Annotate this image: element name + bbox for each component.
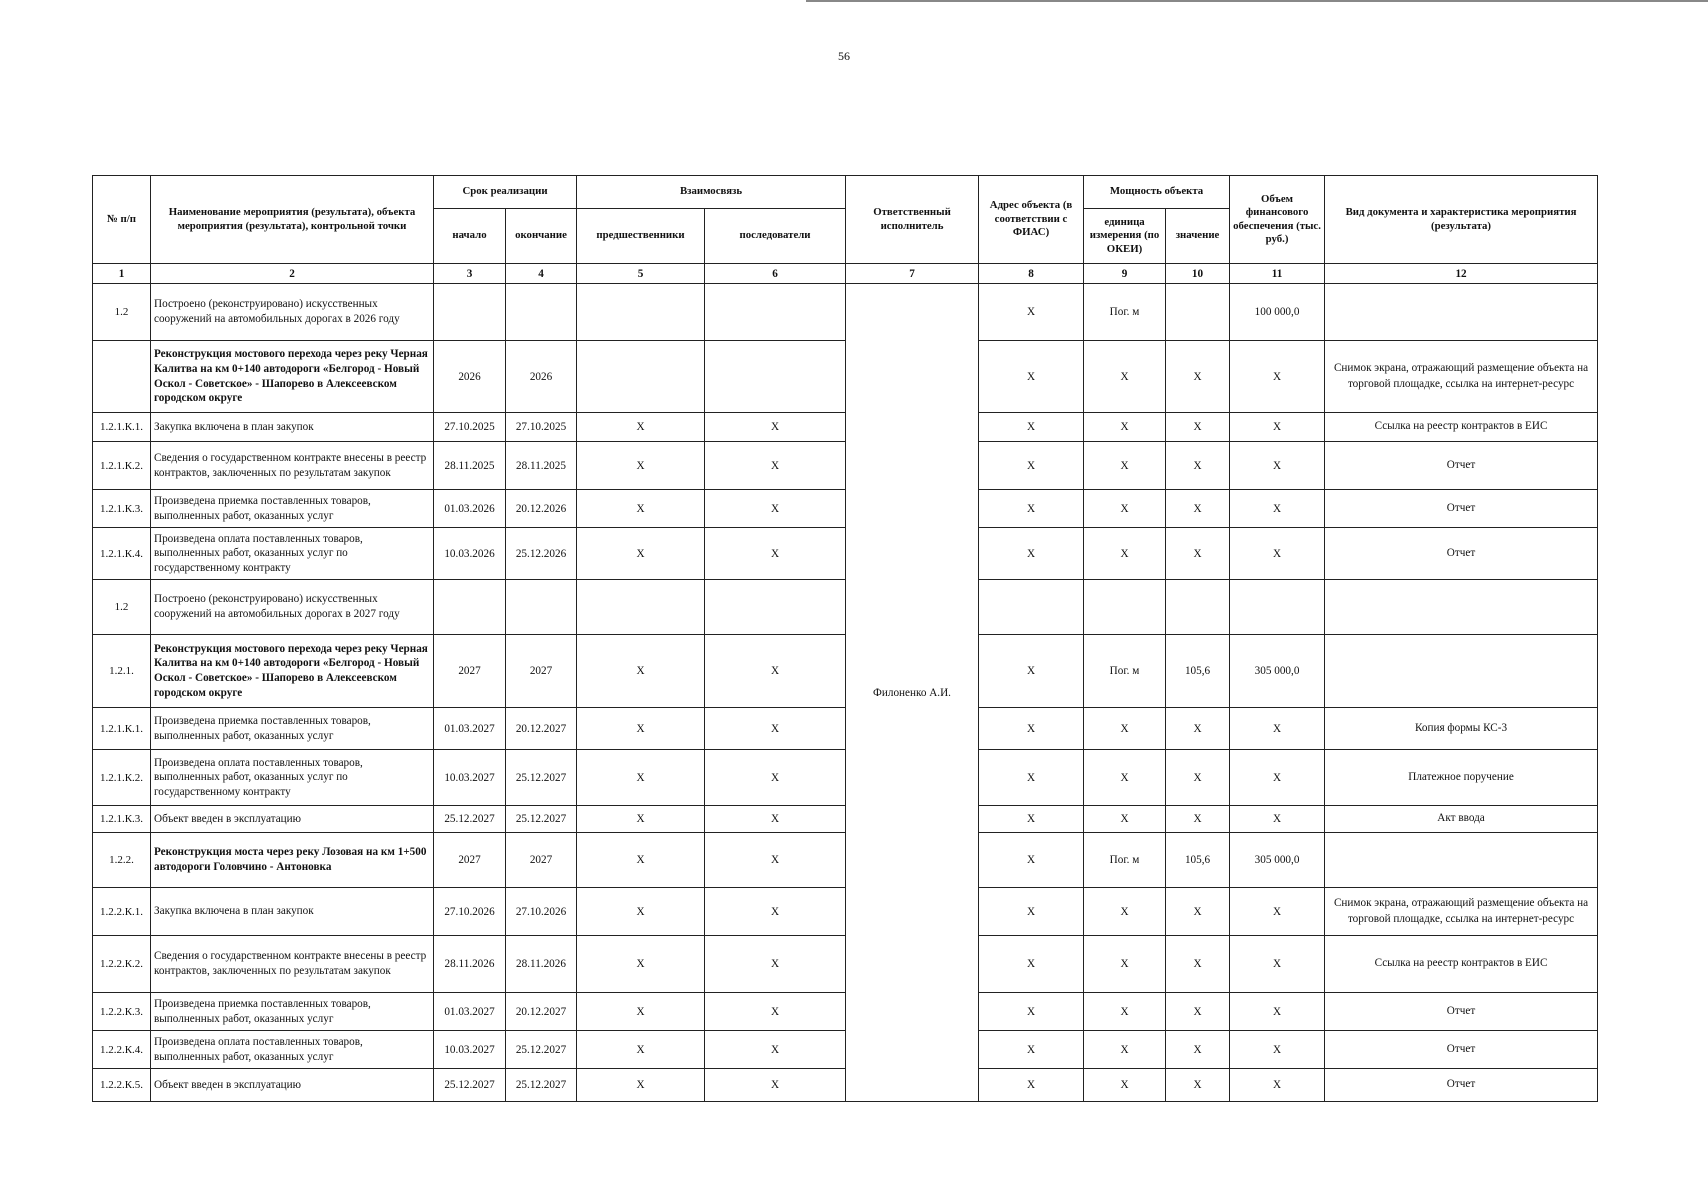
row-name: Произведена приемка поставленных товаров, выполненных работ, оказанных услуг	[151, 708, 434, 750]
row-unit: Х	[1084, 1069, 1166, 1102]
row-doc: Снимок экрана, отражающий размещение объекта на торговой площадке, ссылка на интернет-ресурс	[1325, 888, 1598, 936]
row-value: Х	[1166, 936, 1230, 993]
table-row	[93, 936, 1598, 993]
row-succ: Х	[705, 936, 846, 993]
row-succ: Х	[705, 528, 846, 580]
header-name: Наименование мероприятия (результата), объекта мероприятия (результата), контрольной точки	[151, 176, 434, 264]
row-start	[434, 284, 506, 341]
row-succ: Х	[705, 635, 846, 708]
row-pred: Х	[577, 528, 705, 580]
header-unit: единица измерения (по ОКЕИ)	[1084, 209, 1166, 264]
row-funding: 305 000,0	[1230, 833, 1325, 888]
row-start: 27.10.2025	[434, 413, 506, 442]
row-succ: Х	[705, 993, 846, 1031]
row-end: 25.12.2027	[506, 1069, 577, 1102]
table-row	[93, 750, 1598, 806]
row-doc: Снимок экрана, отражающий размещение объекта на торговой площадке, ссылка на интернет-ресурс	[1325, 341, 1598, 413]
row-funding: Х	[1230, 413, 1325, 442]
row-end: 27.10.2025	[506, 413, 577, 442]
row-funding: Х	[1230, 708, 1325, 750]
row-unit: Х	[1084, 750, 1166, 806]
row-succ: Х	[705, 1031, 846, 1069]
row-number: 1.2.1.К.2.	[93, 750, 151, 806]
row-address: Х	[979, 888, 1084, 936]
col-number: 9	[1084, 264, 1166, 284]
row-name: Реконструкция моста через реку Лозовая на км 1+500 автодороги Головчино - Антоновка	[151, 833, 434, 888]
row-number: 1.2.2.	[93, 833, 151, 888]
row-start: 28.11.2025	[434, 442, 506, 490]
row-funding: Х	[1230, 442, 1325, 490]
row-name: Сведения о государственном контракте внесены в реестр контрактов, заключенных по результатам закупок	[151, 442, 434, 490]
row-value: Х	[1166, 490, 1230, 528]
row-pred: Х	[577, 888, 705, 936]
row-doc: Отчет	[1325, 1069, 1598, 1102]
row-start: 2027	[434, 833, 506, 888]
header-succ: последователи	[705, 209, 846, 264]
table-row	[93, 580, 1598, 635]
table-row	[93, 1031, 1598, 1069]
row-address: Х	[979, 750, 1084, 806]
row-end: 28.11.2025	[506, 442, 577, 490]
row-end: 2027	[506, 833, 577, 888]
row-name: Произведена приемка поставленных товаров, выполненных работ, оказанных услуг	[151, 993, 434, 1031]
table-row	[93, 490, 1598, 528]
row-funding: Х	[1230, 750, 1325, 806]
row-value: Х	[1166, 1069, 1230, 1102]
row-pred	[577, 341, 705, 413]
table-row	[93, 1069, 1598, 1102]
row-pred: Х	[577, 993, 705, 1031]
row-funding: Х	[1230, 888, 1325, 936]
row-funding: Х	[1230, 806, 1325, 833]
row-value: Х	[1166, 750, 1230, 806]
row-address: Х	[979, 442, 1084, 490]
header-doc: Вид документа и характеристика мероприятия (результата)	[1325, 176, 1598, 264]
row-pred	[577, 580, 705, 635]
row-pred: Х	[577, 936, 705, 993]
row-unit: Х	[1084, 490, 1166, 528]
row-unit: Х	[1084, 341, 1166, 413]
row-name: Построено (реконструировано) искусственных сооружений на автомобильных дорогах в 2026 году	[151, 284, 434, 341]
row-pred: Х	[577, 635, 705, 708]
row-doc: Копия формы КС-3	[1325, 708, 1598, 750]
row-name: Произведена оплата поставленных товаров, выполненных работ, оказанных услуг по государственному контракту	[151, 528, 434, 580]
row-number: 1.2.1.К.2.	[93, 442, 151, 490]
row-unit: Х	[1084, 413, 1166, 442]
row-number: 1.2.2.К.4.	[93, 1031, 151, 1069]
row-value: Х	[1166, 341, 1230, 413]
row-doc: Отчет	[1325, 528, 1598, 580]
row-unit: Х	[1084, 1031, 1166, 1069]
row-end: 25.12.2027	[506, 750, 577, 806]
row-unit: Пог. м	[1084, 284, 1166, 341]
row-pred: Х	[577, 708, 705, 750]
row-name: Сведения о государственном контракте внесены в реестр контрактов, заключенных по результатам закупок	[151, 936, 434, 993]
row-funding: 100 000,0	[1230, 284, 1325, 341]
row-number: 1.2.1.	[93, 635, 151, 708]
row-address: Х	[979, 490, 1084, 528]
row-start: 10.03.2027	[434, 750, 506, 806]
table-row	[93, 888, 1598, 936]
row-number	[93, 341, 151, 413]
row-start	[434, 580, 506, 635]
table-row	[93, 528, 1598, 580]
row-end: 25.12.2027	[506, 806, 577, 833]
row-address: Х	[979, 341, 1084, 413]
row-end: 20.12.2027	[506, 708, 577, 750]
row-end: 28.11.2026	[506, 936, 577, 993]
row-start: 2026	[434, 341, 506, 413]
row-address: Х	[979, 833, 1084, 888]
row-start: 01.03.2027	[434, 993, 506, 1031]
table-row	[93, 635, 1598, 708]
row-funding: Х	[1230, 490, 1325, 528]
implementation-plan-table	[92, 175, 1598, 1102]
row-end: 27.10.2026	[506, 888, 577, 936]
row-number: 1.2.1.К.4.	[93, 528, 151, 580]
row-succ: Х	[705, 833, 846, 888]
row-name: Произведена приемка поставленных товаров, выполненных работ, оказанных услуг	[151, 490, 434, 528]
row-unit: Х	[1084, 993, 1166, 1031]
col-number: 1	[93, 264, 151, 284]
row-end: 2027	[506, 635, 577, 708]
row-number: 1.2.1.К.1.	[93, 413, 151, 442]
row-end: 2026	[506, 341, 577, 413]
row-start: 25.12.2027	[434, 806, 506, 833]
header-value: значение	[1166, 209, 1230, 264]
table-row	[93, 284, 1598, 341]
table-row	[93, 708, 1598, 750]
row-address: Х	[979, 806, 1084, 833]
row-address	[979, 580, 1084, 635]
row-number: 1.2.2.К.5.	[93, 1069, 151, 1102]
row-funding: Х	[1230, 1031, 1325, 1069]
row-start: 01.03.2027	[434, 708, 506, 750]
row-pred: Х	[577, 490, 705, 528]
row-funding: Х	[1230, 936, 1325, 993]
table-row	[93, 442, 1598, 490]
header-num: № п/п	[93, 176, 151, 264]
row-pred: Х	[577, 1069, 705, 1102]
row-unit: Х	[1084, 708, 1166, 750]
row-succ: Х	[705, 413, 846, 442]
top-scan-line	[806, 0, 1708, 2]
row-address: Х	[979, 284, 1084, 341]
header-responsible: Ответственный исполнитель	[846, 176, 979, 264]
row-name: Произведена оплата поставленных товаров, выполненных работ, оказанных услуг	[151, 1031, 434, 1069]
row-address: Х	[979, 1069, 1084, 1102]
row-doc	[1325, 580, 1598, 635]
row-doc	[1325, 284, 1598, 341]
row-unit: Пог. м	[1084, 833, 1166, 888]
row-succ: Х	[705, 490, 846, 528]
row-pred: Х	[577, 833, 705, 888]
row-address: Х	[979, 936, 1084, 993]
row-pred: Х	[577, 442, 705, 490]
row-doc	[1325, 833, 1598, 888]
row-value: 105,6	[1166, 635, 1230, 708]
row-address: Х	[979, 528, 1084, 580]
header-capacity: Мощность объекта	[1084, 176, 1230, 209]
row-name: Реконструкция мостового перехода через реку Черная Калитва на км 0+140 автодороги «Белгород - Новый Оскол - Советское» - Шапорево в Алексеевском городском округе	[151, 341, 434, 413]
header-end: окончание	[506, 209, 577, 264]
row-unit: Пог. м	[1084, 635, 1166, 708]
row-succ	[705, 341, 846, 413]
row-value: Х	[1166, 528, 1230, 580]
row-funding: Х	[1230, 528, 1325, 580]
row-doc: Отчет	[1325, 490, 1598, 528]
row-succ: Х	[705, 806, 846, 833]
row-value: Х	[1166, 993, 1230, 1031]
header-link: Взаимосвязь	[577, 176, 846, 209]
row-funding: 305 000,0	[1230, 635, 1325, 708]
row-end: 20.12.2026	[506, 490, 577, 528]
header-start: начало	[434, 209, 506, 264]
row-pred: Х	[577, 1031, 705, 1069]
responsible-person: Филоненко А.И.	[846, 284, 979, 1102]
row-name: Объект введен в эксплуатацию	[151, 1069, 434, 1102]
row-start: 10.03.2027	[434, 1031, 506, 1069]
row-number: 1.2	[93, 580, 151, 635]
row-succ	[705, 580, 846, 635]
row-unit: Х	[1084, 442, 1166, 490]
row-start: 10.03.2026	[434, 528, 506, 580]
row-end: 25.12.2026	[506, 528, 577, 580]
row-value	[1166, 580, 1230, 635]
col-number: 3	[434, 264, 506, 284]
row-number: 1.2.1.К.3.	[93, 806, 151, 833]
col-number: 6	[705, 264, 846, 284]
header-pred: предшественники	[577, 209, 705, 264]
row-address: Х	[979, 635, 1084, 708]
row-name: Закупка включена в план закупок	[151, 413, 434, 442]
row-succ: Х	[705, 888, 846, 936]
row-value: Х	[1166, 708, 1230, 750]
header-funding: Объем финансового обеспечения (тыс. руб.)	[1230, 176, 1325, 264]
row-succ	[705, 284, 846, 341]
row-unit: Х	[1084, 888, 1166, 936]
row-unit: Х	[1084, 936, 1166, 993]
col-number: 5	[577, 264, 705, 284]
row-funding: Х	[1230, 993, 1325, 1031]
row-number: 1.2.2.К.3.	[93, 993, 151, 1031]
row-doc: Платежное поручение	[1325, 750, 1598, 806]
row-start: 27.10.2026	[434, 888, 506, 936]
table-row	[93, 993, 1598, 1031]
row-value: Х	[1166, 806, 1230, 833]
row-pred: Х	[577, 806, 705, 833]
row-doc: Ссылка на реестр контрактов в ЕИС	[1325, 936, 1598, 993]
row-funding: Х	[1230, 341, 1325, 413]
row-name: Реконструкция мостового перехода через реку Черная Калитва на км 0+140 автодороги «Белгород - Новый Оскол - Советское» - Шапорево в Алексеевском городском округе	[151, 635, 434, 708]
row-succ: Х	[705, 708, 846, 750]
row-value	[1166, 284, 1230, 341]
row-funding	[1230, 580, 1325, 635]
row-doc: Отчет	[1325, 442, 1598, 490]
row-name: Закупка включена в план закупок	[151, 888, 434, 936]
row-name: Произведена оплата поставленных товаров, выполненных работ, оказанных услуг по государственному контракту	[151, 750, 434, 806]
row-succ: Х	[705, 442, 846, 490]
row-address: Х	[979, 1031, 1084, 1069]
row-value: Х	[1166, 442, 1230, 490]
row-doc	[1325, 635, 1598, 708]
row-start: 2027	[434, 635, 506, 708]
col-number: 8	[979, 264, 1084, 284]
col-number: 12	[1325, 264, 1598, 284]
row-end	[506, 580, 577, 635]
table-row	[93, 833, 1598, 888]
row-succ: Х	[705, 1069, 846, 1102]
row-start: 28.11.2026	[434, 936, 506, 993]
row-unit: Х	[1084, 806, 1166, 833]
row-pred: Х	[577, 750, 705, 806]
row-doc: Ссылка на реестр контрактов в ЕИС	[1325, 413, 1598, 442]
row-pred	[577, 284, 705, 341]
row-unit	[1084, 580, 1166, 635]
row-value: Х	[1166, 413, 1230, 442]
col-number: 11	[1230, 264, 1325, 284]
row-number: 1.2.2.К.1.	[93, 888, 151, 936]
row-start: 25.12.2027	[434, 1069, 506, 1102]
row-address: Х	[979, 993, 1084, 1031]
row-funding: Х	[1230, 1069, 1325, 1102]
table-row	[93, 341, 1598, 413]
row-doc: Отчет	[1325, 993, 1598, 1031]
row-value: 105,6	[1166, 833, 1230, 888]
row-unit: Х	[1084, 528, 1166, 580]
table-row	[93, 806, 1598, 833]
header-address: Адрес объекта (в соответствии с ФИАС)	[979, 176, 1084, 264]
row-name: Построено (реконструировано) искусственных сооружений на автомобильных дорогах в 2027 году	[151, 580, 434, 635]
row-number: 1.2.2.К.2.	[93, 936, 151, 993]
row-value: Х	[1166, 1031, 1230, 1069]
table-row	[93, 413, 1598, 442]
row-end: 25.12.2027	[506, 1031, 577, 1069]
row-value: Х	[1166, 888, 1230, 936]
row-end: 20.12.2027	[506, 993, 577, 1031]
row-address: Х	[979, 708, 1084, 750]
row-pred: Х	[577, 413, 705, 442]
row-number: 1.2	[93, 284, 151, 341]
row-name: Объект введен в эксплуатацию	[151, 806, 434, 833]
row-doc: Отчет	[1325, 1031, 1598, 1069]
row-start: 01.03.2026	[434, 490, 506, 528]
header-period: Срок реализации	[434, 176, 577, 209]
row-doc: Акт ввода	[1325, 806, 1598, 833]
page-number: 56	[838, 49, 850, 63]
col-number: 10	[1166, 264, 1230, 284]
col-number: 7	[846, 264, 979, 284]
col-number: 2	[151, 264, 434, 284]
row-address: Х	[979, 413, 1084, 442]
row-number: 1.2.1.К.3.	[93, 490, 151, 528]
row-end	[506, 284, 577, 341]
row-succ: Х	[705, 750, 846, 806]
row-number: 1.2.1.К.1.	[93, 708, 151, 750]
column-number-row	[93, 264, 1598, 284]
col-number: 4	[506, 264, 577, 284]
